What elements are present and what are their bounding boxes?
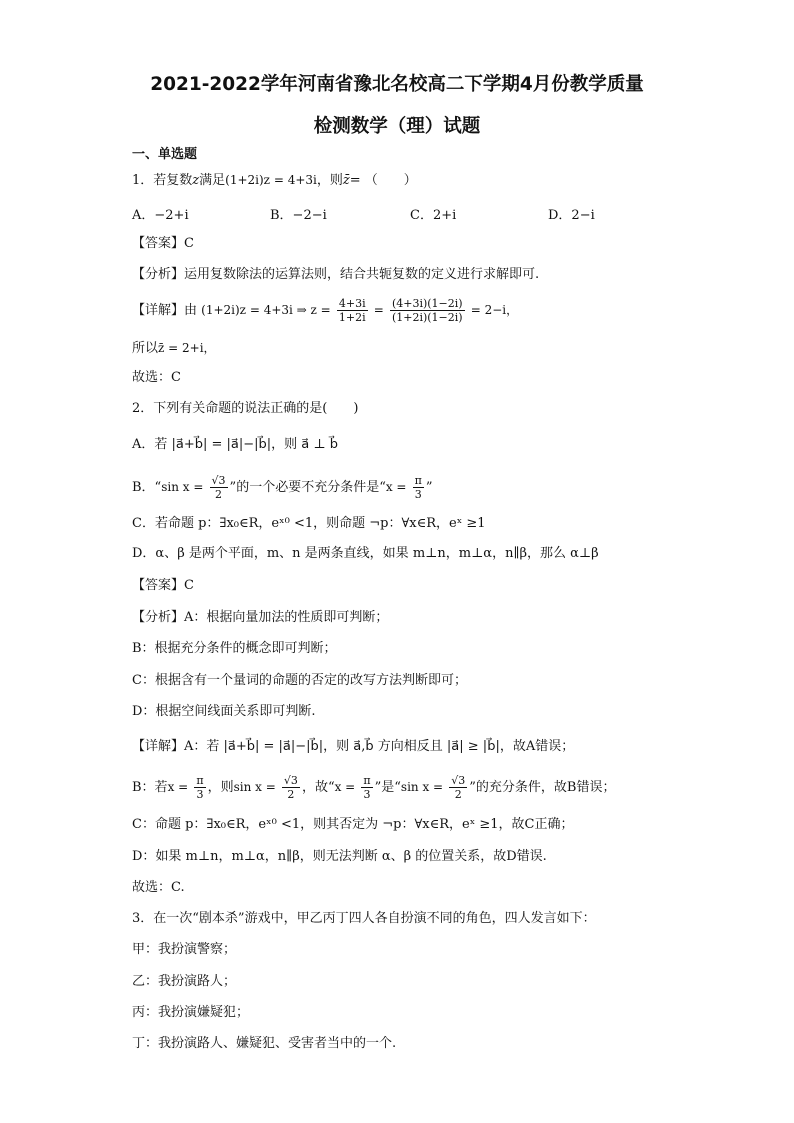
q2-detb-pre: B：若 — [132, 780, 168, 795]
q1-detail — [132, 296, 518, 325]
q2-detb-mid3: ”是“ — [374, 780, 401, 795]
q2-detail-c: C：命题 p：∃x₀∈R，eˣ⁰ <1，则其否定为 ¬p：∀x∈R，eˣ ≥1，故C正确； — [132, 817, 574, 832]
q2-optb-mid: ”的一个必要不充分条件是“ — [229, 480, 386, 495]
q2-optb-frac1-den: 2 — [215, 488, 223, 501]
q2-detb-x2: x = — [334, 780, 356, 794]
q1-zbar: z̄ — [342, 173, 350, 188]
q1-answer: 【答案】C — [132, 236, 194, 251]
q1-stem-end: = （ ） — [349, 173, 417, 188]
q2-analysis-2: B：根据充分条件的概念即可判断； — [132, 641, 337, 656]
q2-option-b — [132, 472, 433, 503]
q3-stem: 3．在一次“剧本杀”游戏中，甲乙丙丁四人各自扮演不同的角色，四人发言如下： — [132, 911, 596, 926]
q2-detb-frac2 — [282, 774, 300, 801]
q1-so-eq: z̄ = 2+i， — [158, 341, 216, 355]
q2-detb-x: x = — [167, 780, 189, 794]
q2-optb-end: ” — [425, 480, 433, 495]
q3-line-bing: 丙：我扮演嫌疑犯； — [132, 1005, 250, 1020]
q1-frac2-num: (4+3i)(1−2i) — [391, 297, 463, 310]
q1-condition: (1+2i)z = 4+3i — [225, 173, 317, 187]
page-title-line2: 检测数学（理）试题 — [313, 116, 481, 137]
q2-optb-x: x = — [385, 480, 407, 494]
q1-option-b: B．−2−i — [270, 208, 327, 223]
q2-detb-mid2: ，故“ — [301, 780, 335, 795]
q3-line-ding: 丁：我扮演路人、嫌疑犯、受害者当中的一个. — [132, 1036, 397, 1051]
q2-detail-b — [132, 772, 615, 803]
q1-stem-pre: 1．若复数 — [132, 173, 193, 188]
q2-analysis-1: 【分析】A：根据向量加法的性质即可判断； — [132, 610, 389, 625]
q1-frac1-den: 1+2i — [338, 311, 366, 324]
q3-line-yi: 乙：我扮演路人； — [132, 974, 237, 989]
q2-detb-mid: ，则 — [207, 780, 234, 795]
q2-optb-frac2-num: π — [414, 474, 422, 487]
q1-frac1-num: 4+3i — [338, 297, 366, 310]
q2-choose: 故选：C. — [132, 880, 185, 895]
q1-detail-eq2: = — [373, 303, 384, 317]
q1-frac2 — [390, 297, 465, 324]
q2-detail-a: 【详解】A：若 |a⃗+b⃗| = |a⃗|−|b⃗|，则 a⃗,b⃗ 方向相反且 |a⃗| ≥ |b⃗|，故A错误； — [132, 739, 575, 754]
page-title-line1: 2021-2022学年河南省豫北名校高二下学期4月份教学质量 — [150, 74, 644, 95]
q2-detb-sin2: sin x = — [400, 780, 444, 794]
q2-stem: 2．下列有关命题的说法正确的是( ) — [132, 401, 359, 416]
q1-option-d: D．2−i — [548, 208, 595, 223]
q2-detb-frac4-den: 2 — [454, 788, 462, 801]
q1-option-a: A．−2+i — [132, 208, 189, 223]
q2-detb-end: ”的充分条件，故B错误； — [469, 780, 616, 795]
q2-optb-frac1 — [210, 474, 228, 501]
q1-option-c: C．2+i — [410, 208, 457, 223]
q2-optb-frac2-den: 3 — [414, 488, 422, 501]
q2-detb-frac1-num: π — [196, 774, 204, 787]
section-heading: 一、单选题 — [132, 147, 198, 162]
q1-choose: 故选：C — [132, 370, 181, 385]
q1-stem-post: ，则 — [316, 173, 343, 188]
q2-detb-frac3-den: 3 — [363, 788, 371, 801]
q2-analysis-3: C：根据含有一个量词的命题的否定的改写方法判断即可； — [132, 673, 467, 688]
q2-optb-sin: sin x = — [161, 480, 204, 494]
q2-option-a: A．若 |a⃗+b⃗| = |a⃗|−|b⃗|，则 a⃗ ⊥ b⃗ — [132, 437, 339, 452]
q1-z: z — [192, 173, 200, 188]
q1-so-label: 所以 — [132, 341, 159, 356]
q2-detail-d: D：如果 m⊥n，m⊥α，n∥β，则无法判断 α、β 的位置关系，故D错误. — [132, 849, 547, 864]
q1-so — [132, 339, 216, 358]
q2-detb-sin: sin x = — [233, 780, 276, 794]
q2-option-c: C．若命题 p：∃x₀∈R，eˣ⁰ <1，则命题 ¬p：∀x∈R，eˣ ≥1 — [132, 516, 486, 531]
q2-detb-frac2-den: 2 — [287, 788, 295, 801]
q2-optb-frac2 — [413, 474, 424, 501]
q2-optb-pre: B．“ — [132, 480, 162, 495]
q2-answer: 【答案】C — [132, 578, 194, 593]
q1-detail-eq1: (1+2i)z = 4+3i ⇒ z = — [201, 303, 331, 317]
q2-analysis-4: D：根据空间线面关系即可判断. — [132, 704, 316, 719]
q1-stem-mid: 满足 — [199, 173, 226, 188]
q1-analysis: 【分析】运用复数除法的运算法则，结合共轭复数的定义进行求解即可. — [132, 267, 540, 282]
q2-option-d: D．α、β 是两个平面，m、n 是两条直线，如果 m⊥n，m⊥α，n∥β，那么 α⊥β — [132, 546, 599, 561]
q2-optb-frac1-num: √3 — [211, 474, 226, 487]
q3-line-jia: 甲：我扮演警察； — [132, 942, 237, 957]
q1-frac1 — [337, 297, 368, 324]
q1-frac2-den: (1+2i)(1−2i) — [391, 311, 463, 324]
q1-detail-tag: 【详解】由 — [132, 303, 198, 318]
q2-detb-frac1-den: 3 — [196, 788, 204, 801]
q2-detb-frac1 — [194, 774, 205, 801]
q1-stem — [132, 171, 417, 190]
q1-detail-eq3: = 2−i， — [470, 303, 519, 317]
q2-detb-frac2-num: √3 — [283, 774, 298, 787]
q2-detb-frac3-num: π — [363, 774, 371, 787]
q2-detb-frac4 — [449, 774, 467, 801]
q2-detb-frac3 — [361, 774, 372, 801]
q2-detb-frac4-num: √3 — [451, 774, 466, 787]
